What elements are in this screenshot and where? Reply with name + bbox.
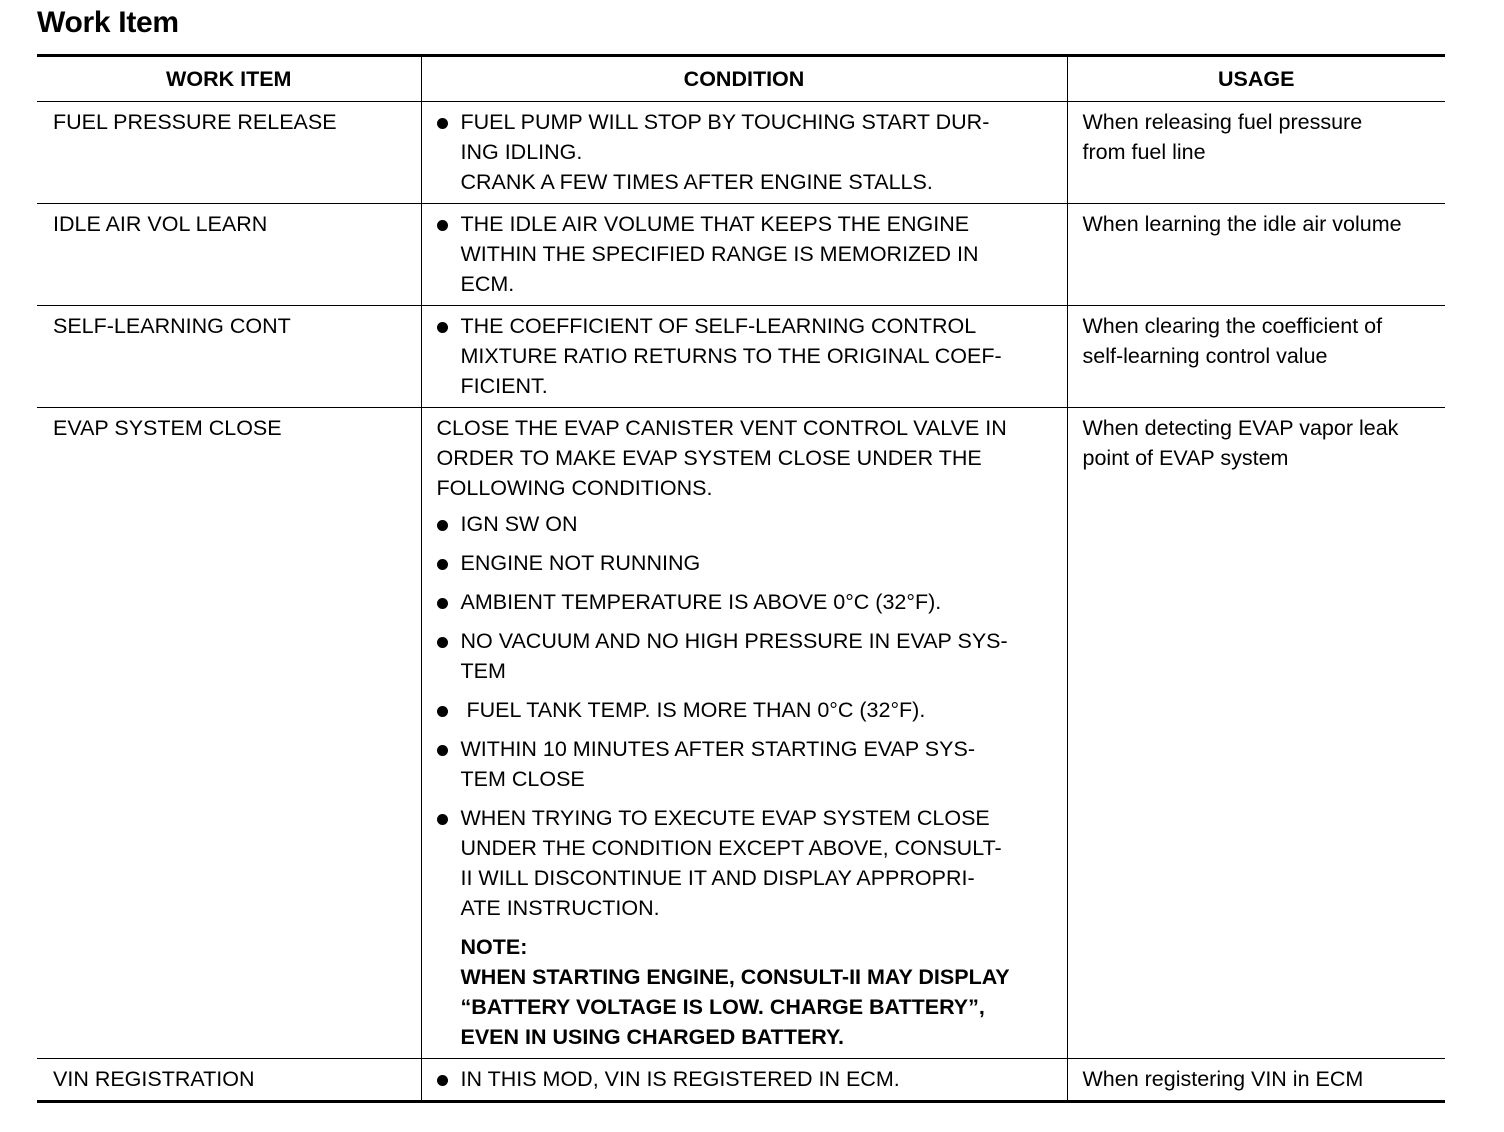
- usage-cell: When registering VIN in ECM: [1067, 1059, 1445, 1102]
- bullet-dot-icon: [437, 706, 448, 717]
- condition-bullet: ENGINE NOT RUNNING: [437, 548, 1063, 578]
- condition-cell: [421, 408, 1067, 1059]
- usage-cell: When clearing the coefficient of self-learning control value: [1067, 306, 1445, 408]
- condition-bullet: WITHIN 10 MINUTES AFTER STARTING EVAP SYS- TEM CLOSE: [437, 734, 1063, 794]
- table-row: [37, 102, 1445, 204]
- condition-bullet: AMBIENT TEMPERATURE IS ABOVE 0°C (32°F).: [437, 587, 1063, 617]
- table-row: [37, 306, 1445, 408]
- usage-cell: When releasing fuel pressure from fuel line: [1067, 102, 1445, 204]
- work-item-cell: SELF-LEARNING CONT: [37, 306, 421, 408]
- bullet-dot-icon: [437, 559, 448, 570]
- bullet-dot-icon: [437, 814, 448, 825]
- header-condition: CONDITION: [421, 56, 1067, 102]
- page-title: Work Item: [37, 6, 179, 39]
- condition-cell: [421, 1059, 1067, 1102]
- table-header-row: [37, 56, 1445, 102]
- bullet-dot-icon: [437, 118, 448, 129]
- bullet-dot-icon: [437, 322, 448, 333]
- work-item-cell: VIN REGISTRATION: [37, 1059, 421, 1102]
- condition-cell: [421, 306, 1067, 408]
- work-item-cell: FUEL PRESSURE RELEASE: [37, 102, 421, 204]
- condition-bullet: IN THIS MOD, VIN IS REGISTERED IN ECM.: [437, 1064, 1063, 1094]
- note-label: NOTE:: [460, 935, 528, 959]
- condition-cell: [421, 204, 1067, 306]
- condition-bullet: NO VACUUM AND NO HIGH PRESSURE IN EVAP SYS- TEM: [437, 626, 1063, 686]
- condition-bullet: WHEN TRYING TO EXECUTE EVAP SYSTEM CLOSE UNDER THE CONDITION EXCEPT ABOVE, CONSULT- II WILL DISCONTINUE IT AND DISPLAY APPROPRI- ATE INSTRUCTION.: [437, 803, 1063, 923]
- header-usage: USAGE: [1067, 56, 1445, 102]
- bullet-dot-icon: [437, 637, 448, 648]
- condition-bullet: IGN SW ON: [437, 509, 1063, 539]
- bullet-dot-icon: [437, 745, 448, 756]
- usage-cell: When detecting EVAP vapor leak point of EVAP system: [1067, 408, 1445, 1059]
- condition-bullet: THE COEFFICIENT OF SELF-LEARNING CONTROL MIXTURE RATIO RETURNS TO THE ORIGINAL COEF- FICIENT.: [437, 311, 1063, 401]
- bullet-dot-icon: [437, 520, 448, 531]
- table-row: [37, 204, 1445, 306]
- condition-cell: [421, 102, 1067, 204]
- table-row: [37, 1059, 1445, 1102]
- header-work-item: WORK ITEM: [37, 56, 421, 102]
- work-item-cell: EVAP SYSTEM CLOSE: [37, 408, 421, 1059]
- bullet-dot-icon: [437, 598, 448, 609]
- condition-bullet: FUEL PUMP WILL STOP BY TOUCHING START DUR- ING IDLING. CRANK A FEW TIMES AFTER ENGINE STALLS.: [437, 107, 1063, 197]
- bullet-dot-icon: [437, 220, 448, 231]
- work-item-table: [37, 54, 1445, 1103]
- table-row: [37, 408, 1445, 1059]
- work-item-cell: IDLE AIR VOL LEARN: [37, 204, 421, 306]
- condition-intro: CLOSE THE EVAP CANISTER VENT CONTROL VALVE IN ORDER TO MAKE EVAP SYSTEM CLOSE UNDER THE FOLLOWING CONDITIONS.: [436, 416, 1007, 500]
- bullet-dot-icon: [437, 1075, 448, 1086]
- usage-cell: When learning the idle air volume: [1067, 204, 1445, 306]
- condition-bullet: THE IDLE AIR VOLUME THAT KEEPS THE ENGINE WITHIN THE SPECIFIED RANGE IS MEMORIZED IN ECM.: [437, 209, 1063, 299]
- condition-bullet: FUEL TANK TEMP. IS MORE THAN 0°C (32°F).: [437, 695, 1063, 725]
- condition-note: NOTE: WHEN STARTING ENGINE, CONSULT-II MAY DISPLAY “BATTERY VOLTAGE IS LOW. CHARGE BATTERY”, EVEN IN USING CHARGED BATTERY.: [461, 932, 1063, 1052]
